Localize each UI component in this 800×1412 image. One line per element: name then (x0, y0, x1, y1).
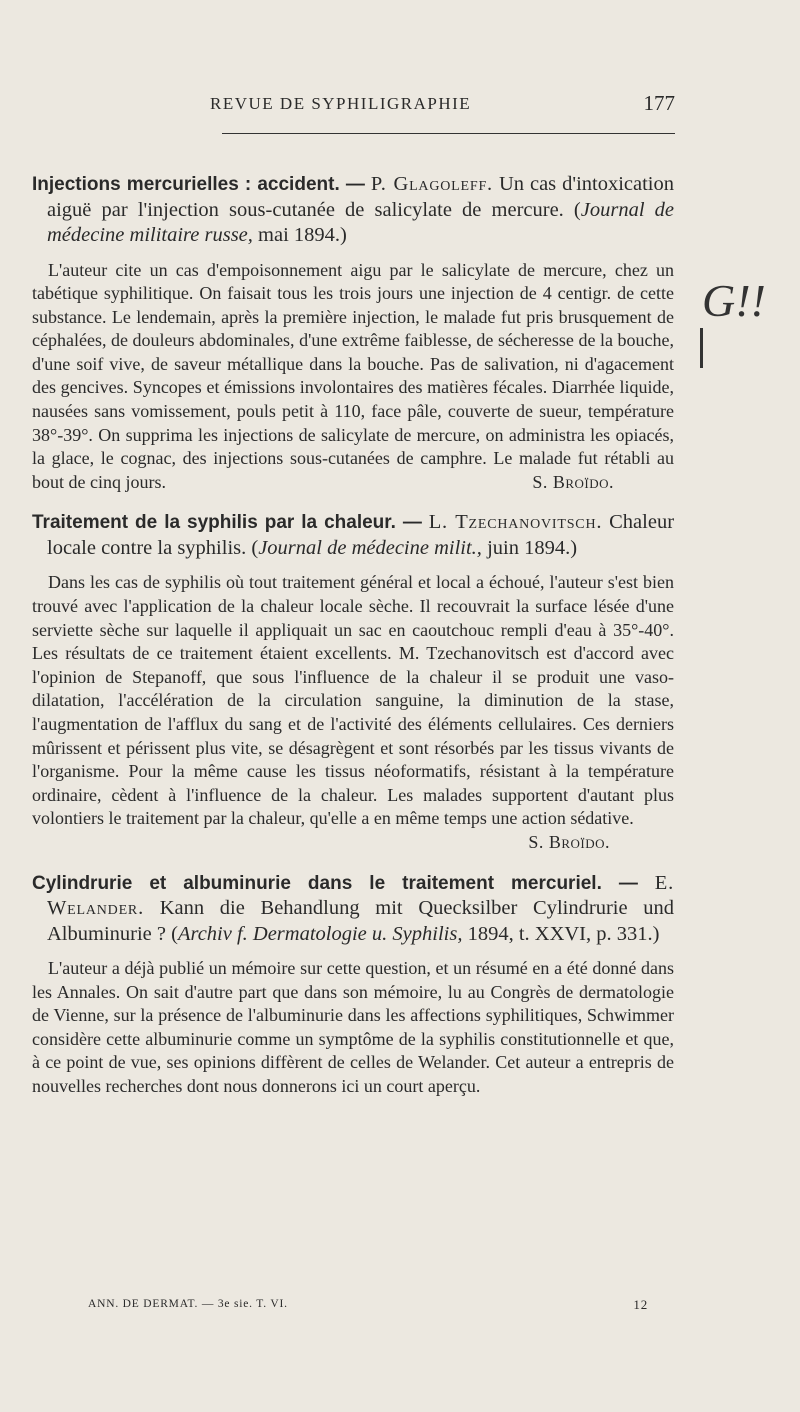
article-reference-tail: juin 1894.) (481, 536, 578, 559)
article-title: Injections mercurielles : accident. — (32, 174, 365, 195)
page-header (30, 91, 690, 124)
article-body-text: Dans les cas de syphilis où tout traitement général et local a échoué, l'auteur s'est bien trouvé avec l'application de la chaleur locale sèche. Il recouvrait la surface lésée d'une serviette sèche sur laquelle il appliquait un sac en caoutchouc rempli d'eau à 35°-40°. Les résultats de ce traitement étaient excellents. M. Tzechanovitsch est d'accord avec l'opinion de Stepanoff, que sous l'influence de la chaleur il se produit une vaso-dilatation, l'accélération de la circulation sanguine, la diminution de la stase, l'augmentation de l'afflux du sang et de l'activité des éléments cellulaires. Ces derniers mûrissent et périssent plus vite, se désagrègent et sont résorbés par les tissus vivants de l'organisme. Pour la même cause les tissus néoformatifs, résistant à la température ordinaire, cèdent à l'influence de la chaleur. Les malades supportent d'autant plus volontiers le traitement par la chaleur, qu'elle a en même temps une action sédative. (32, 572, 674, 829)
article-reference-tail: mai 1894.) (252, 224, 347, 246)
article-signature: S. Broïdo. (528, 831, 610, 852)
article-reference: Chaleur locale contre la syphilis. ( (47, 511, 675, 559)
article-heat-treatment (32, 510, 674, 854)
article-mercury-injections (32, 172, 674, 494)
article-title: Traitement de la syphilis par la chaleur. — (32, 512, 422, 534)
article-heading (32, 510, 674, 561)
footer-number: 12 (633, 1297, 648, 1312)
margin-note-text: G!! (702, 275, 766, 326)
header-rule (222, 133, 675, 134)
page-content (32, 172, 674, 1115)
article-author: P. Glagoleff. (370, 173, 493, 195)
handwritten-margin-note (700, 275, 780, 370)
article-body-text: L'auteur cite un cas d'empoisonnement aigu par le salicylate de mercure, chez un tabétique syphilitique. On faisait tous les trois jours une injection de 4 centigr. de cette substance. Le lendemain, après la première injection, le malade fut pris brusquement de céphalées, de douleurs abdominales, d'une extrême faiblesse, de sécheresse de la bouche, d'une soif vive, de saveur métallique dans la bouche. Pas de salivation, ni d'agacement des gencives. Syncopes et émissions involontaires des matières fécales. Diarrhée liquide, nausées sans vomissement, pouls petit à 110, face pâle, couverte de sueur, température 38°-39°. On supprima les injections de salicylate de mercure, on administra les opiacés, la glace, le cognac, des injections sous-cutanées de camphre. Le malade fut rétabli au bout de cinq jours. (32, 259, 674, 492)
article-title: Cylindrurie et albuminurie dans le traitement mercuriel. — (32, 872, 638, 894)
article-signature: S. Broïdo. (532, 471, 614, 492)
article-body (32, 957, 674, 1099)
article-cylindruria (32, 871, 674, 1099)
page-number: 177 (643, 91, 675, 115)
article-body (32, 259, 674, 495)
article-heading (32, 172, 674, 249)
article-source: Journal de médecine militaire russe, (47, 198, 674, 246)
article-body-text: L'auteur a déjà publié un mémoire sur cette question, et un résumé en a été donné dans les Annales. On sait d'autre part que dans son mémoire, lu au Congrès de dermatologie de Vienne, sur la présence de l'albuminurie dans les affections syphilitiques, Schwimmer considère cette albuminurie comme un symptôme de la syphilis constitutionnelle et que, à ce point de vue, ses opinions diffèrent de celles de Welander. Cet auteur a entrepris de nouvelles recherches dont nous donnerons ici un court aperçu. (32, 958, 674, 1097)
article-reference: Kann die Behandlung mit Quecksilber Cylindrurie und Albuminurie ? ( (47, 897, 675, 945)
article-heading (32, 871, 674, 948)
footer-reference: ANN. DE DERMAT. — 3e sie. T. VI. (88, 1298, 288, 1310)
article-source: Archiv f. Dermatologie u. Syphilis, (177, 922, 463, 945)
margin-mark (700, 328, 703, 368)
article-reference: Un cas d'intoxication aiguë par l'injection sous-cutanée de salicylate de mercure. ( (47, 173, 675, 221)
running-title: REVUE DE SYPHILIGRAPHIE (210, 94, 472, 113)
article-source: Journal de médecine milit., (258, 536, 482, 559)
article-reference-tail: 1894, t. XXVI, p. 331.) (462, 922, 660, 945)
article-body (32, 571, 674, 831)
article-author: E. Welander. (47, 871, 675, 920)
article-author: L. Tzechanovitsch. (428, 511, 603, 534)
